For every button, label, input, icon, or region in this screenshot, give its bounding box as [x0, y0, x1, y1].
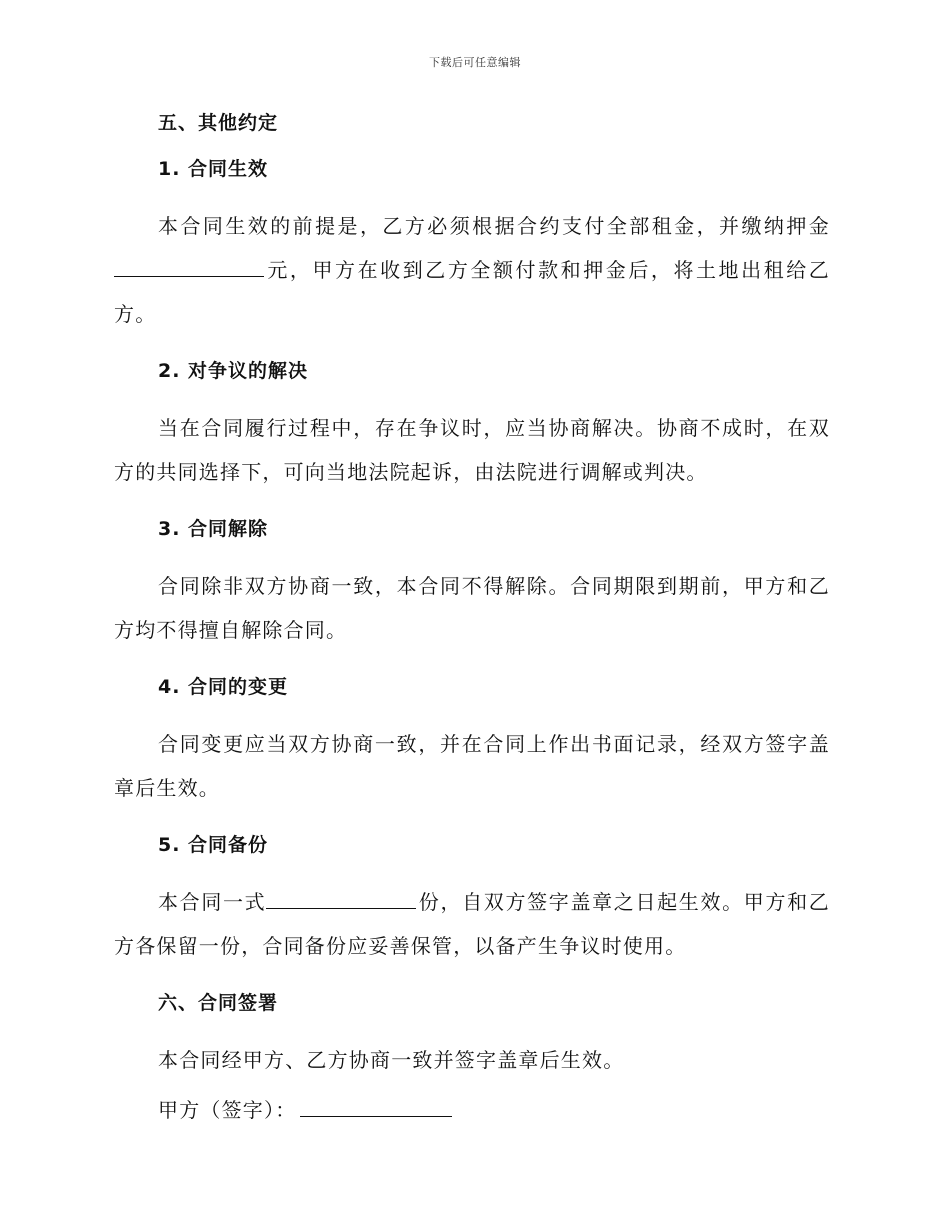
clause-5-text-before: 本合同一式: [158, 890, 267, 914]
party-a-label: 甲方（签字）：: [158, 1098, 297, 1122]
clause-2-title: 2. 对争议的解决: [158, 360, 309, 382]
clause-5-text-after: 份，自双方签字盖章之日起生效。甲方和乙方各保留一份，合同备份应妥善保管，以备产生争议时使用。: [114, 890, 831, 958]
copies-count-blank[interactable]: [266, 888, 416, 909]
section-five-title: 五、其他约定: [158, 112, 279, 134]
document-body: [114, 110, 830, 1132]
party-a-signature-blank[interactable]: [300, 1096, 452, 1117]
deposit-amount-blank[interactable]: [114, 256, 264, 277]
clause-5-text: [114, 880, 830, 968]
clause-3-text: 合同除非双方协商一致，本合同不得解除。合同期限到期前，甲方和乙方均不得擅自解除合同。: [114, 574, 830, 642]
clause-1-text-before: 本合同生效的前提是，乙方必须根据合约支付全部租金，并缴纳押金: [158, 214, 830, 238]
section-six-text: 本合同经甲方、乙方协商一致并签字盖章后生效。: [158, 1048, 625, 1072]
party-a-signature-line: [114, 1088, 830, 1132]
clause-3-title: 3. 合同解除: [158, 518, 269, 540]
clause-2-text: 当在合同履行过程中，存在争议时，应当协商解决。协商不成时，在双方的共同选择下，可向当地法院起诉，由法院进行调解或判决。: [114, 416, 830, 484]
clause-1-text: [114, 204, 830, 336]
clause-1-title: 1. 合同生效: [158, 158, 269, 180]
clause-1-text-after: 元，甲方在收到乙方全额付款和押金后，将土地出租给乙方。: [114, 258, 830, 326]
clause-5-title: 5. 合同备份: [158, 834, 269, 856]
clause-4-title: 4. 合同的变更: [158, 676, 289, 698]
page-header: 下载后可任意编辑: [429, 56, 521, 69]
section-six-title: 六、合同签署: [158, 992, 279, 1014]
clause-4-text: 合同变更应当双方协商一致，并在合同上作出书面记录，经双方签字盖章后生效。: [114, 732, 830, 800]
